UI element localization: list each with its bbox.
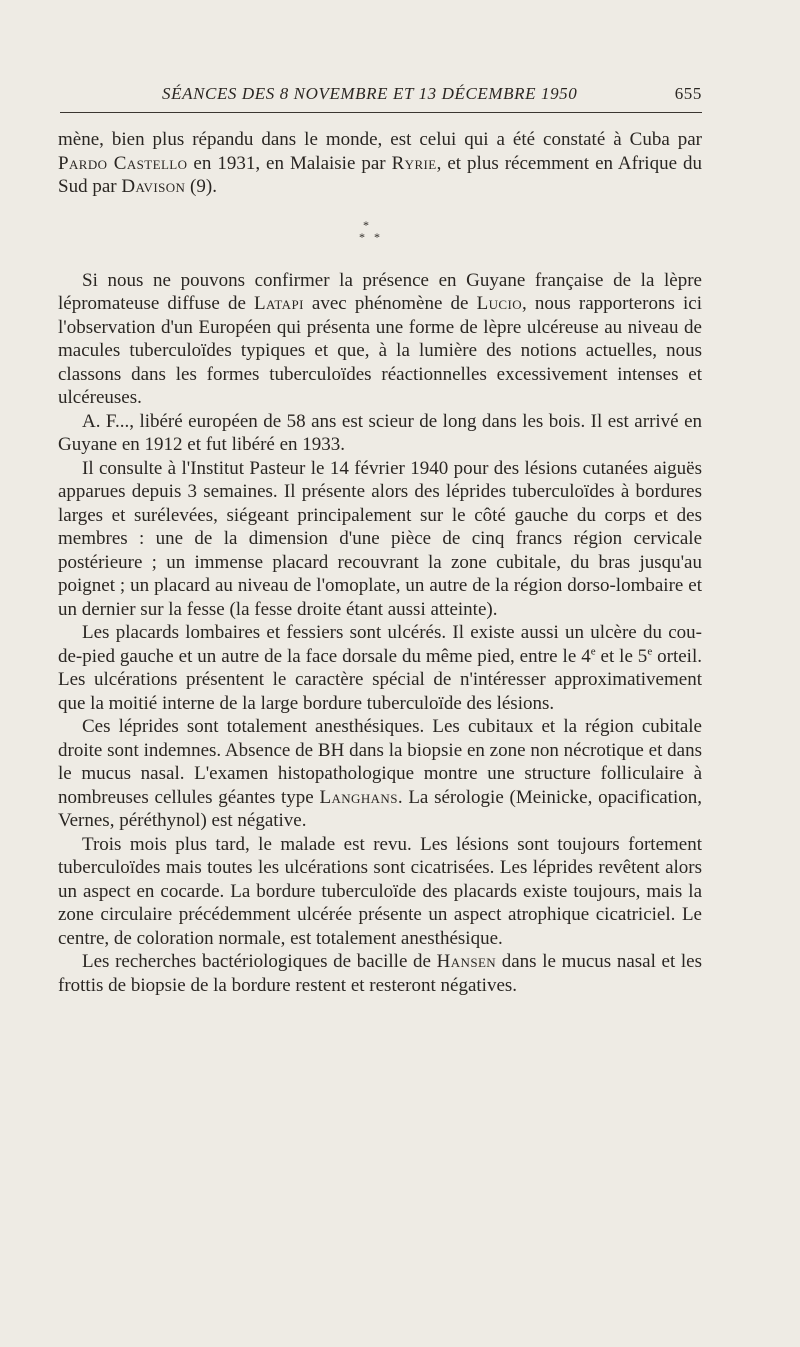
text-run: Les placards lombaires et fessiers sont ulcérés. Il existe aussi un ulcère du cou-de-pied gauche et un autre de la face dorsale du même pied, entre le 4 (58, 622, 702, 667)
text-run: orteil. Les ulcérations présentent le caractère spécial de n'intéresser approximativement que la moitié interne de la large bordure tuberculoïde des lésions. (58, 645, 702, 714)
text-run: (9). (185, 176, 217, 197)
text-run: Les recherches bactériologiques de bacille de (82, 951, 437, 972)
intro-paragraph (58, 269, 702, 410)
superscript: e (590, 645, 596, 658)
page-number: 655 (674, 84, 702, 103)
body-text (58, 128, 702, 997)
case-paragraph-identity: A. F..., libéré européen de 58 ans est scieur de long dans les bois. Il est arrivé en Guyane en 1912 et fut libéré en 1933. (58, 410, 702, 455)
section-asterism (58, 199, 702, 257)
running-title: SÉANCES DES 8 NOVEMBRE ET 13 DÉCEMBRE 1950 (162, 84, 578, 103)
author-name: Langhans (319, 786, 398, 808)
case-paragraph-bacteriology (58, 950, 702, 997)
text-run: dans le mucus nasal et les frottis de biopsie de la bordure restent et resteront négatives. (58, 951, 702, 996)
asterism-bottom: * * (359, 229, 383, 244)
header-rule (60, 112, 702, 113)
text-run: . La sérologie (Meinicke, opacification, Vernes, péréthynol) est négative. (58, 786, 702, 831)
author-name: Hansen (436, 951, 497, 972)
text-run: et le 5 (595, 645, 648, 667)
author-name: Ryrie (391, 152, 437, 174)
author-name: Pardo Castello (58, 152, 188, 174)
text-run: Ces léprides sont totalement anesthésiques. Les cubitaux et la région cubitale droite sont indemnes. Absence de BH dans la biopsie en zone non nécrotique et dans le mucus nasal. L'examen histopathologique montre une structure folliculaire à nombreuses cellules géantes type (58, 716, 702, 808)
text-run: Si nous ne pouvons confirmer la présence en Guyane française de la lèpre lépromateuse diffuse de (58, 269, 702, 314)
text-run: mène, bien plus répandu dans le monde, est celui qui a été constaté à Cuba par (58, 129, 702, 150)
author-name: Latapi (254, 293, 304, 314)
text-run: en 1931, en Malaisie par (187, 152, 392, 174)
text-run: , nous rapporterons ici l'observation d'un Européen qui présenta une forme de lèpre ulcéreuse au niveau de macules tuberculoïdes typiques et que, à la lumière des notions actuelles, nous classons dans les formes tuberculoïdes réactionnelles excessivement intenses et ulcéreuses. (58, 293, 703, 408)
text-run: avec phénomène de (303, 293, 477, 314)
continuation-paragraph (58, 128, 702, 199)
case-paragraph-followup: Trois mois plus tard, le malade est revu. Les lésions sont toujours fortement tuberculoïdes mais toutes les ulcérations sont cicatrisées. Les léprides revêtent alors un aspect en cocarde. La bordure tuberculoïde des placards existe toujours, mais la zone circulaire précédemment ulcérée présente un aspect atrophique cicatriciel. Le centre, de coloration normale, est totalement anesthésique. (58, 833, 702, 949)
case-paragraph-exams (58, 715, 702, 833)
case-paragraph-ulcers (58, 621, 702, 715)
text-run: , et plus récemment en Afrique du Sud par (58, 152, 702, 197)
superscript: e (647, 645, 653, 658)
running-header (60, 80, 702, 106)
author-name: Lucio (476, 293, 522, 314)
case-paragraph-consultation: Il consulte à l'Institut Pasteur le 14 février 1940 pour des lésions cutanées aiguës apparues depuis 3 semaines. Il présente alors des léprides tuberculoïdes à bordures larges et surélevées, siégeant principalement sur le côté gauche du corps et des membres : une de la dimension d'une pièce de cinq francs région cervicale postérieure ; un immense placard recouvrant la zone cubitale, du bras jusqu'au poignet ; un placard au niveau de l'omoplate, un autre de la région dorso-lombaire et un dernier sur la fesse (la fesse droite étant aussi atteinte). (58, 457, 702, 620)
asterism-top: * (363, 217, 369, 232)
author-name: Davison (121, 176, 186, 197)
